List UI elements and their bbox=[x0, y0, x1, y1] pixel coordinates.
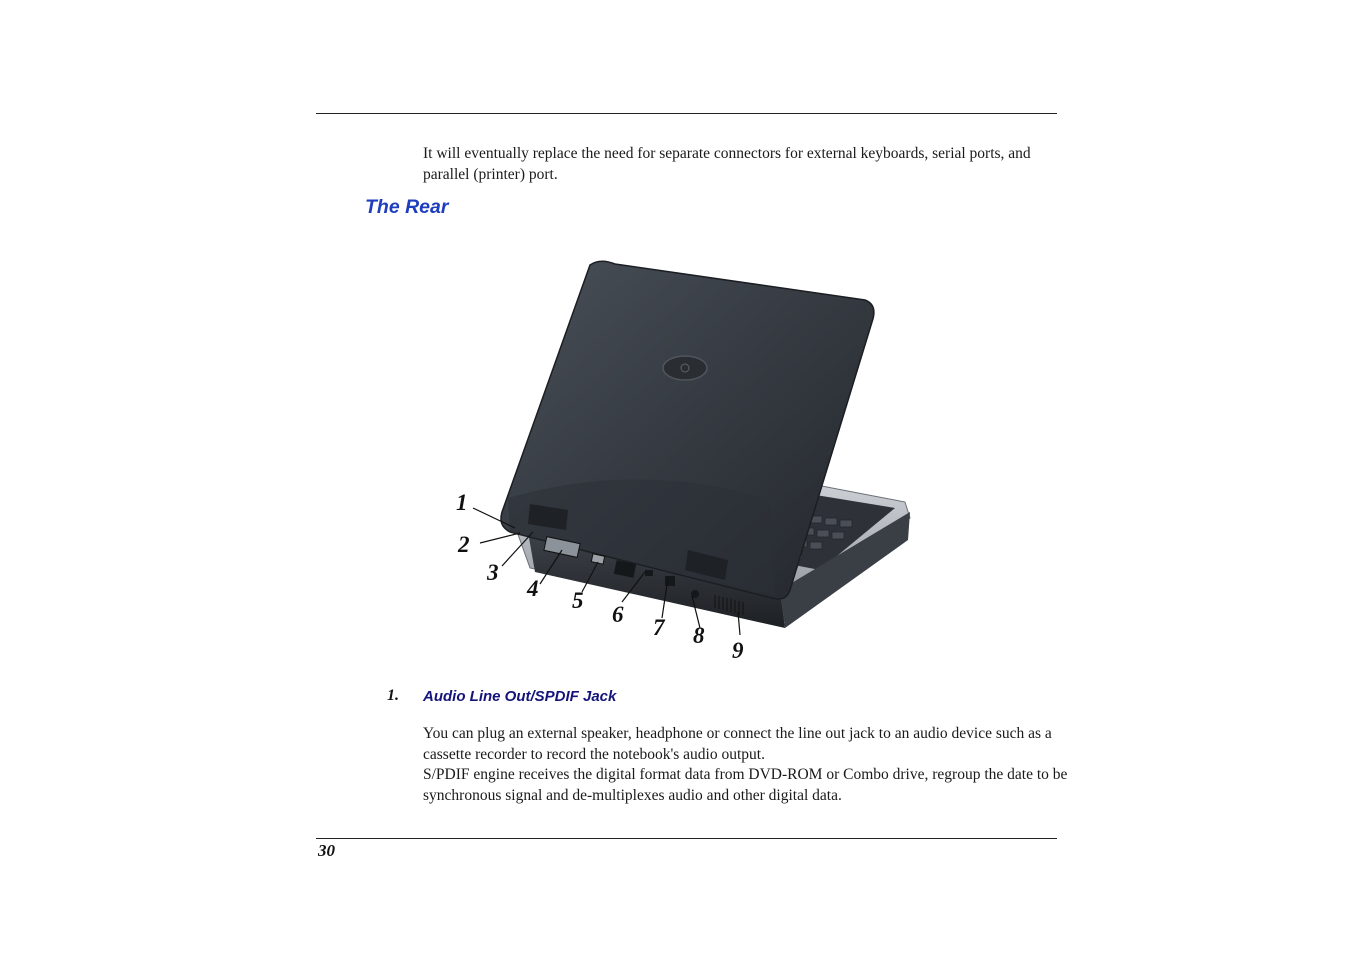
section-title: The Rear bbox=[365, 196, 449, 218]
item-title: Audio Line Out/SPDIF Jack bbox=[423, 688, 617, 705]
callout-1: 1 bbox=[456, 490, 468, 515]
rear-view-figure bbox=[440, 250, 920, 670]
callout-8: 8 bbox=[693, 623, 705, 648]
item-number: 1. bbox=[387, 687, 399, 704]
laptop-rear-illustration bbox=[440, 250, 920, 670]
callout-3: 3 bbox=[487, 560, 499, 585]
footer-rule bbox=[316, 838, 1057, 839]
item-description bbox=[423, 724, 1073, 806]
item-description-line-2: S/PDIF engine receives the digital format data from DVD-ROM or Combo drive, regroup the date to be synchronous signal and de-multiplexes audio and other digital data. bbox=[423, 766, 1068, 804]
callout-5: 5 bbox=[572, 588, 584, 613]
header-rule bbox=[316, 113, 1057, 114]
callout-6: 6 bbox=[612, 602, 624, 627]
callout-7: 7 bbox=[653, 615, 665, 640]
callout-2: 2 bbox=[458, 532, 470, 557]
callout-4: 4 bbox=[527, 576, 539, 601]
page-number: 30 bbox=[318, 841, 335, 860]
callout-9: 9 bbox=[732, 638, 744, 663]
item-description-line-1: You can plug an external speaker, headphone or connect the line out jack to an audio device such as a cassette recorder to record the notebook's audio output. bbox=[423, 725, 1052, 763]
intro-paragraph: It will eventually replace the need for separate connectors for external keyboards, serial ports, and parallel (printer) port. bbox=[423, 145, 1031, 183]
